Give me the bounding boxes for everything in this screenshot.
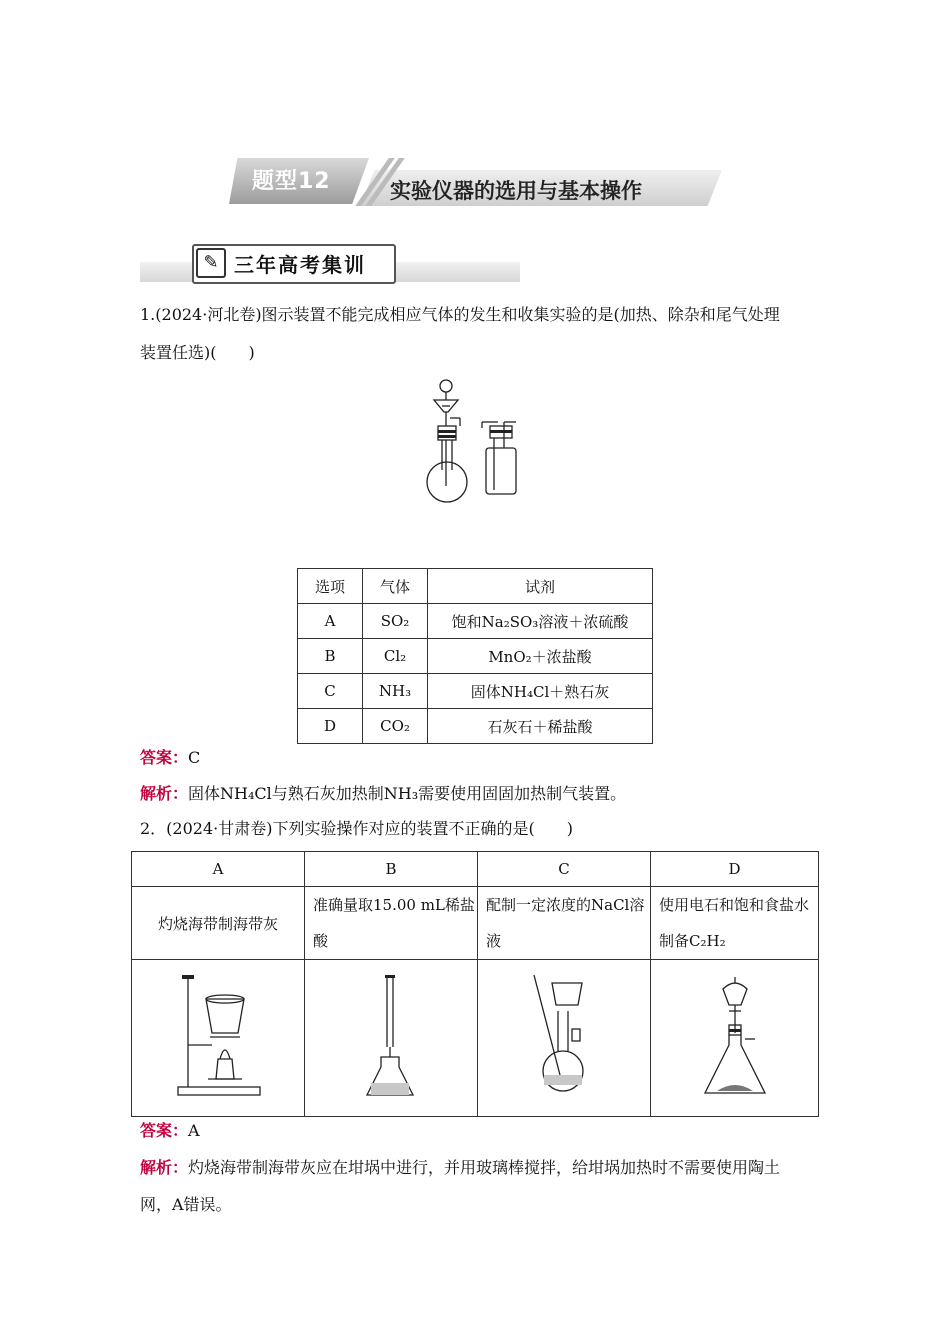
volumetric-flask-diagram xyxy=(524,971,604,1101)
table-cell: B xyxy=(298,639,363,674)
q1-table xyxy=(297,568,653,744)
analysis-text: 固体NH₄Cl与熟石灰加热制NH₃需要使用固固加热制气装置。 xyxy=(188,784,627,803)
table-header-cell: A xyxy=(132,852,305,887)
table-header-row xyxy=(298,569,653,604)
table-row xyxy=(298,709,653,744)
apparatus-flask-diagram xyxy=(420,378,530,508)
table-cell: MnO₂＋浓盐酸 xyxy=(428,639,653,674)
table-cell: 固体NH₄Cl＋熟石灰 xyxy=(428,674,653,709)
topic-number: 题型12 xyxy=(252,169,331,194)
table-header-cell: C xyxy=(478,852,651,887)
table-header-cell: 试剂 xyxy=(428,569,653,604)
q2-analysis-line2: 网，A错误。 xyxy=(140,1195,232,1214)
answer-label: 答案： xyxy=(140,748,189,767)
table-header-cell: 选项 xyxy=(298,569,363,604)
table-row xyxy=(132,960,819,1117)
answer-value: C xyxy=(188,748,201,767)
q1-stem-line1: 1.(2024·河北卷)图示装置不能完成相应气体的发生和收集实验的是(加热、除杂和尾气处理 xyxy=(140,305,780,324)
q2-answer xyxy=(140,1113,200,1149)
analysis-label: 解析： xyxy=(140,1158,189,1177)
table-cell: 使用电石和饱和食盐水制备C₂H₂ xyxy=(651,887,819,960)
q2-table xyxy=(131,851,819,1117)
page-title: 实验仪器的选用与基本操作 xyxy=(390,179,642,203)
table-cell-image xyxy=(651,960,819,1117)
table-cell: SO₂ xyxy=(363,604,428,639)
answer-value: A xyxy=(188,1121,200,1140)
table-cell: 灼烧海带制海带灰 xyxy=(132,887,305,960)
table-cell: 石灰石＋稀盐酸 xyxy=(428,709,653,744)
table-header-row xyxy=(132,852,819,887)
analysis-text: 灼烧海带制海带灰应在坩埚中进行，并用玻璃棒搅拌，给坩埚加热时不需要使用陶土 xyxy=(188,1158,781,1177)
q1-answer xyxy=(140,740,200,776)
table-cell-image xyxy=(132,960,305,1117)
burette-flask-diagram xyxy=(361,971,421,1101)
table-row xyxy=(298,674,653,709)
burner-crucible-diagram xyxy=(168,971,268,1101)
q1-stem-line2: 装置任选)( ) xyxy=(140,343,255,362)
table-row xyxy=(298,604,653,639)
separatory-funnel-flask-diagram xyxy=(695,971,775,1101)
table-cell: CO₂ xyxy=(363,709,428,744)
q1-analysis xyxy=(140,776,626,812)
table-row xyxy=(132,887,819,960)
q2-stem: 2．(2024·甘肃卷)下列实验操作对应的装置不正确的是( ) xyxy=(140,819,573,838)
q2-analysis xyxy=(140,1150,780,1186)
table-cell: C xyxy=(298,674,363,709)
table-cell: D xyxy=(298,709,363,744)
table-header-cell: 气体 xyxy=(363,569,428,604)
table-cell: NH₃ xyxy=(363,674,428,709)
table-cell: Cl₂ xyxy=(363,639,428,674)
pencil-icon: ✎ xyxy=(196,248,226,278)
section-title: 三年高考集训 xyxy=(234,253,366,277)
table-cell: A xyxy=(298,604,363,639)
table-cell: 配制一定浓度的NaCl溶液 xyxy=(478,887,651,960)
table-row xyxy=(298,639,653,674)
table-cell: 准确量取15.00 mL稀盐酸 xyxy=(305,887,478,960)
table-cell: 饱和Na₂SO₃溶液＋浓硫酸 xyxy=(428,604,653,639)
analysis-label: 解析： xyxy=(140,784,189,803)
table-cell-image xyxy=(478,960,651,1117)
table-header-cell: B xyxy=(305,852,478,887)
table-cell-image xyxy=(305,960,478,1117)
table-header-cell: D xyxy=(651,852,819,887)
answer-label: 答案： xyxy=(140,1121,189,1140)
